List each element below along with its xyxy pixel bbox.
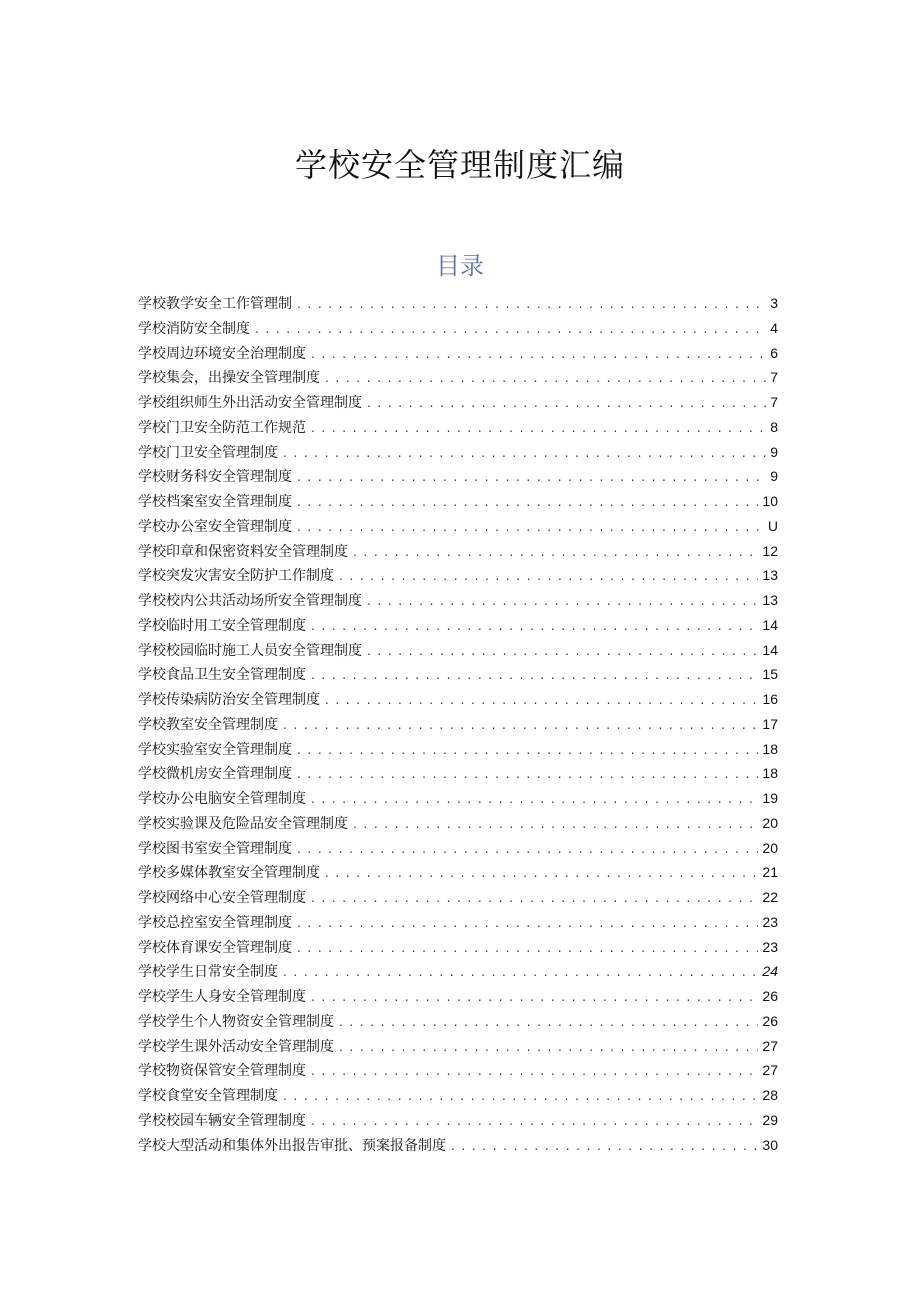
toc-entry-title: 学校实验室安全管理制度 <box>138 741 292 758</box>
toc-entry[interactable] <box>138 1133 778 1158</box>
toc-entry-page-number: 6 <box>770 344 778 361</box>
toc-entry-title: 学校临时用工安全管理制度 <box>138 617 306 634</box>
toc-entry[interactable] <box>138 984 778 1009</box>
toc-entry-title: 学校校园车辆安全管理制度 <box>138 1112 306 1129</box>
toc-entry[interactable] <box>138 1083 778 1108</box>
toc-dot-leader <box>353 540 758 565</box>
toc-dot-leader <box>283 441 766 466</box>
toc-dot-leader <box>297 515 764 540</box>
toc-entry[interactable] <box>138 786 778 811</box>
toc-entry[interactable] <box>138 1058 778 1083</box>
toc-entry-page-number: 22 <box>762 889 778 905</box>
toc-entry-title: 学校物资保管安全管理制度 <box>138 1063 306 1080</box>
toc-entry-title: 学校突发灾害安全防护工作制度 <box>138 568 334 585</box>
toc-dot-leader <box>297 465 766 490</box>
toc-entry-page-number: 30 <box>762 1136 778 1153</box>
toc-entry-title: 学校图书室安全管理制度 <box>138 840 292 857</box>
toc-entry-title: 学校档案室安全管理制度 <box>138 494 292 510</box>
toc-entry-page-number: 17 <box>762 715 778 732</box>
toc-entry-page-number: 20 <box>762 814 778 831</box>
toc-entry[interactable] <box>138 1034 778 1059</box>
toc-entry-page-number: 4 <box>770 319 778 336</box>
toc-dot-leader <box>297 936 758 961</box>
toc-dot-leader <box>297 762 758 787</box>
toc-entry-title: 学校消防安全制度 <box>138 320 250 337</box>
toc-dot-leader <box>311 985 758 1010</box>
toc-dot-leader <box>325 688 758 713</box>
toc-dot-leader <box>297 738 758 763</box>
toc-entry-page-number: 16 <box>762 691 778 707</box>
toc-entry-title: 学校多媒体教室安全管理制度 <box>138 865 320 882</box>
toc-entry-title: 学校门卫安全管理制度 <box>138 444 278 461</box>
toc-entry[interactable] <box>138 638 778 663</box>
toc-entry[interactable] <box>138 959 778 984</box>
toc-entry-title: 学校学生个人物资安全管理制度 <box>138 1013 334 1030</box>
toc-entry-page-number: 27 <box>762 1062 778 1079</box>
toc-entry[interactable] <box>138 761 778 786</box>
toc-dot-leader <box>311 1109 758 1134</box>
toc-entry-title: 学校学生课外活动安全管理制度 <box>138 1038 334 1055</box>
toc-dot-leader <box>367 391 766 416</box>
toc-entry-page-number: 27 <box>762 1037 778 1054</box>
toc-entry-title: 学校门卫安全防范工作规范 <box>138 419 306 436</box>
toc-entry[interactable] <box>138 687 778 712</box>
toc-dot-leader <box>297 837 758 862</box>
toc-entry-title: 学校网络中心安全管理制度 <box>138 890 306 906</box>
toc-entry-title: 学校教学安全工作管理制 <box>138 296 292 312</box>
toc-dot-leader <box>367 639 758 664</box>
toc-entry[interactable] <box>138 712 778 737</box>
toc-entry-title: 学校学生日常安全制度 <box>138 964 278 981</box>
toc-entry[interactable] <box>138 440 778 465</box>
toc-entry[interactable] <box>138 291 778 316</box>
toc-dot-leader <box>297 490 758 515</box>
toc-entry[interactable] <box>138 365 778 390</box>
toc-entry-page-number: 21 <box>762 864 778 881</box>
toc-entry-page-number: 23 <box>762 938 778 955</box>
toc-heading: 目录 <box>436 252 484 280</box>
toc-entry-title: 学校办公电脑安全管理制度 <box>138 791 306 807</box>
toc-dot-leader <box>339 1010 758 1035</box>
toc-entry-title: 学校集会，出操安全管理制度 <box>138 370 320 387</box>
toc-entry[interactable] <box>138 390 778 415</box>
toc-entry[interactable] <box>138 811 778 836</box>
toc-entry-title: 学校微机房安全管理制度 <box>138 766 292 783</box>
toc-entry[interactable] <box>138 539 778 564</box>
toc-dot-leader <box>353 812 758 837</box>
toc-entry-page-number: 29 <box>762 1111 778 1128</box>
table-of-contents <box>138 291 778 1157</box>
toc-entry[interactable] <box>138 514 778 539</box>
toc-entry[interactable] <box>138 489 778 514</box>
toc-entry[interactable] <box>138 885 778 910</box>
toc-entry-title: 学校财务科安全管理制度 <box>138 469 292 486</box>
toc-entry-page-number: 28 <box>762 1087 778 1103</box>
toc-entry[interactable] <box>138 1009 778 1034</box>
toc-dot-leader <box>311 886 758 911</box>
toc-dot-leader <box>339 564 758 589</box>
toc-dot-leader <box>325 366 766 391</box>
toc-entry-page-number: 18 <box>762 765 778 782</box>
toc-entry-title: 学校传染病防治安全管理制度 <box>138 692 320 708</box>
toc-entry[interactable] <box>138 613 778 638</box>
toc-entry-page-number: 23 <box>762 913 778 930</box>
toc-dot-leader <box>311 342 766 367</box>
toc-entry[interactable] <box>138 662 778 687</box>
toc-entry-page-number: U <box>767 517 778 534</box>
toc-entry-title: 学校食堂安全管理制度 <box>138 1088 278 1104</box>
toc-entry[interactable] <box>138 910 778 935</box>
toc-entry-title: 学校总控室安全管理制度 <box>138 914 292 931</box>
toc-entry-title: 学校校园临时施工人员安全管理制度 <box>138 642 362 659</box>
toc-entry-page-number: 8 <box>770 418 778 435</box>
toc-entry-title: 学校食品卫生安全管理制度 <box>138 667 306 684</box>
toc-entry[interactable] <box>138 563 778 588</box>
toc-dot-leader <box>451 1134 758 1159</box>
toc-entry-page-number: 9 <box>770 443 778 460</box>
toc-entry-title: 学校印章和保密资料安全管理制度 <box>138 543 348 560</box>
toc-entry[interactable] <box>138 737 778 762</box>
toc-entry-title: 学校校内公共活动场所安全管理制度 <box>138 593 362 609</box>
toc-entry-page-number: 10 <box>762 493 778 509</box>
toc-dot-leader <box>283 713 758 738</box>
toc-dot-leader <box>283 960 758 985</box>
toc-entry-page-number: 7 <box>770 369 778 386</box>
toc-entry[interactable] <box>138 588 778 613</box>
document-title: 学校安全管理制度汇编 <box>294 146 625 184</box>
toc-dot-leader <box>255 317 766 342</box>
toc-entry-page-number: 14 <box>762 616 778 633</box>
toc-dot-leader <box>367 589 758 614</box>
toc-entry-page-number: 3 <box>770 295 778 311</box>
toc-entry[interactable] <box>138 464 778 489</box>
toc-entry-title: 学校体育课安全管理制度 <box>138 939 292 956</box>
toc-entry-page-number: 15 <box>762 666 778 683</box>
toc-entry-page-number: 19 <box>762 790 778 806</box>
toc-dot-leader <box>339 1035 758 1060</box>
toc-entry-title: 学校大型活动和集体外出报告审批、预案报备制度 <box>138 1137 446 1154</box>
toc-entry-page-number: 13 <box>762 592 778 608</box>
toc-entry[interactable] <box>138 836 778 861</box>
toc-entry-page-number: 24 <box>762 963 778 980</box>
toc-entry-title: 学校实验课及危险品安全管理制度 <box>138 815 348 832</box>
toc-entry-title: 学校办公室安全管理制度 <box>138 518 292 535</box>
toc-entry-page-number: 26 <box>762 1012 778 1029</box>
toc-dot-leader <box>311 663 758 688</box>
toc-entry[interactable] <box>138 341 778 366</box>
toc-entry-page-number: 18 <box>762 740 778 757</box>
toc-dot-leader <box>283 1084 758 1109</box>
toc-entry-page-number: 14 <box>762 641 778 658</box>
toc-entry[interactable] <box>138 316 778 341</box>
toc-dot-leader <box>311 787 758 812</box>
toc-dot-leader <box>311 614 758 639</box>
toc-entry[interactable] <box>138 1108 778 1133</box>
toc-dot-leader <box>297 292 766 317</box>
toc-entry-title: 学校教室安全管理制度 <box>138 716 278 733</box>
toc-entry-page-number: 20 <box>762 839 778 856</box>
toc-entry-page-number: 13 <box>762 567 778 584</box>
toc-dot-leader <box>311 416 766 441</box>
toc-entry[interactable] <box>138 415 778 440</box>
toc-dot-leader <box>325 861 758 886</box>
toc-dot-leader <box>311 1059 758 1084</box>
toc-entry-page-number: 9 <box>770 468 778 485</box>
toc-entry-page-number: 12 <box>762 542 778 559</box>
toc-dot-leader <box>297 911 758 936</box>
toc-entry-page-number: 26 <box>762 988 778 1004</box>
toc-entry-page-number: 7 <box>770 394 778 410</box>
toc-entry-title: 学校周边环境安全治理制度 <box>138 345 306 362</box>
toc-entry-title: 学校学生人身安全管理制度 <box>138 989 306 1005</box>
toc-entry[interactable] <box>138 860 778 885</box>
toc-entry[interactable] <box>138 935 778 960</box>
toc-entry-title: 学校组织师生外出活动安全管理制度 <box>138 395 362 411</box>
